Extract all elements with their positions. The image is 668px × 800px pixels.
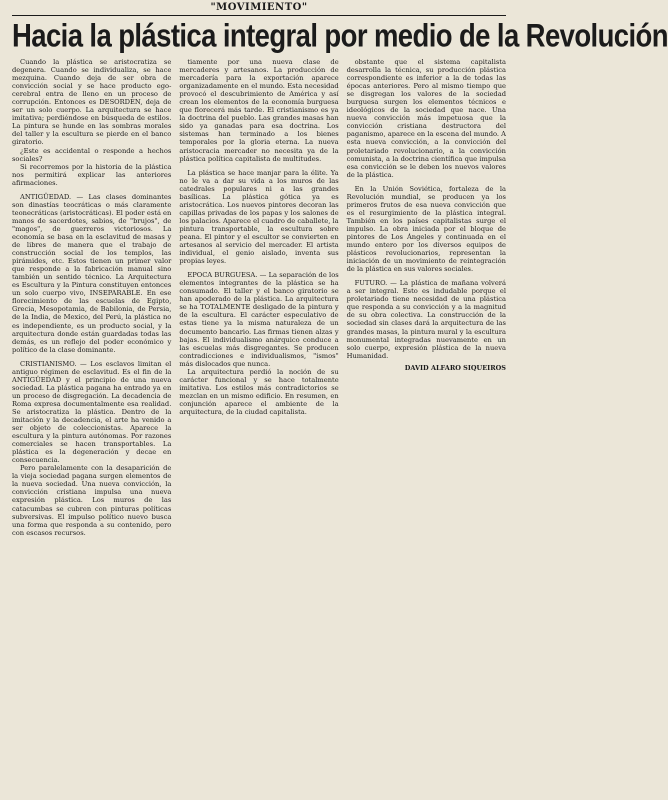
column-3 <box>347 58 506 758</box>
section-masthead: "MOVIMIENTO" <box>210 2 308 13</box>
paragraph: En la Unión Soviética, fortaleza de la Revolución mundial, se producen ya los primeros frutos de esa nueva convicción que es el resurgimiento de la plástica integral. También en los países capitalistas surge el impulso. La obra iniciada por el bloque de pintores de Los Ángeles y continuada en el mundo entero por los diversos equipos de plásticos revolucionarios, representan la iniciación de un movimiento de reintegración de la plástica en sus valores sociales. <box>346 184 506 274</box>
paragraph: tiamente por una nueva clase de mercaderes y artesanos. La producción de mercadería para la exportación aparece organizadamente en el mundo. Esta necesidad provocó el descubrimiento de América y así crean los elementos de la economía burguesa que florecerá más tarde. El cristianismo es ya la doctrina del pueblo. Las grandes masas han sido ya ganadas para esa doctrina. Los sistemas han terminado a los bienes temporales por la gloria eterna. La nueva aristocracia mercader no necesita ya de la plástica política capitalista de multitudes. <box>179 58 339 163</box>
paragraph: Pero paralelamente con la desaparición de la vieja sociedad pagana surgen elementos de la nueva sociedad. Una nueva convicción, la convicción cristiana impulsa una nueva expresión plástica. Los muros de las catacumbas se cubren con pinturas políticas subversivas. El impulso político nuevo busca una forma que responda a su contenido, pero con escasos recursos. <box>12 464 172 537</box>
paragraph: Si recorremos por la historia de la plástica nos permitirá explicar las anteriores afirmaciones. <box>12 162 172 187</box>
paragraph: ¿Este es accidental o responde a hechos sociales? <box>12 146 172 163</box>
author-signature: DAVID ALFARO SIQUEIROS <box>404 363 506 372</box>
paragraph: EPOCA BURGUESA. — La separación de los elementos integrantes de la plástica se ha consumado. El taller y el banco giratorio se han apoderado de la plástica. La arquitectura se ha TOTALMENTE desligado de la pintura y de la escultura. El carácter especulativo de estas tiene ya la misma naturaleza de un documento bancario. Las firmas tienen alzas y bajas. El individualismo anárquico conduce a las escuelas más disgregantes. Se producen contradicciones e individualismos, "ismos" más dislocados que nunca. <box>179 271 339 368</box>
paragraph: Cuando la plástica se aristocratiza se degenera. Cuando se individualiza, se hace mezquina. Cuando deja de ser obra de convicción social y se hace producto ego-cerebral entra de lleno en un proceso de corrupción. Entonces es DESORDEN, deja de ser un solo cuerpo. La arquitectura se hace imitativa; perdiéndose en búsqueda de estilos. La pintura se hunde en las sombras morales del taller y la escultura se pierde en el banco giratorio. <box>12 58 172 147</box>
paragraph: obstante que el sistema capitalista desarrolla la técnica, su producción plástica correspondiente es inferior a la de todas las épocas anteriores. Pero al mismo tiempo que se disgregan los valores de la sociedad burguesa surgen los elementos técnicos e ideológicos de la sociedad que nace. Una nueva convicción más impetuosa que la convicción cristiana destructora del paganismo, aparece en la escena del mundo. A esta nueva convicción, a la convicción del proletariado revolucionario, a la convicción comunista, a la doctrina científica que impulsa esa convicción se le deben los nuevos valores de la plástica. <box>346 58 506 179</box>
paragraph: La plástica se hace manjar para la élite. Ya no le va a dar su vida a los muros de las catedrales populares ni a las grandes basílicas. La plástica gótica ya es aristocrática. Los nuevos pintores decoran las capillas privadas de los papas y los salones de los palacios. Aparece el cuadro de caballete, la pintura transportable, la escultura sobre peana. El pintor y el escultor se convierten en artesanos al servicio del mercader. El artista individual, el genio aislado, inventa sus propias leyes. <box>179 168 339 266</box>
column-1 <box>12 58 171 758</box>
paragraph: La arquitectura perdió la noción de su carácter funcional y se hace totalmente imitativa. Los estilos más contradictorios se mezclan en un mismo edificio. En resumen, en conjunción aparece el ambiente de la arquitectura, de la ciudad capitalista. <box>179 367 339 416</box>
paragraph: CRISTIANISMO. — Los esclavos limitan el antiguo régimen de esclavitud. Es el fin de la ANTIGÜEDAD y el principio de una nueva sociedad. La plástica pagana ha entrado ya en un proceso de disgregación. La decadencia de Roma expresa documentalmente esa realidad. Se aristocratiza la plástica. Dentro de la imitación y la decadencia, el arte ha venido a ser objeto de coleccionistas. Aparece la escultura y la pintura autónomas. Por razones comerciales se hacen transportables. La plástica es la degeneración y decae en consecuencia. <box>12 359 172 465</box>
column-2 <box>179 58 338 758</box>
article-headline: Hacia la plástica integral por medio de la Revolución <box>12 17 668 54</box>
article-body <box>12 58 506 758</box>
paragraph: ANTIGÜEDAD. — Las clases dominantes son dinastías teocráticas o más claramente teonecráticas (aristocráticas). El poder está en manos de sacerdotes, sabios, de "brujos", de "magos", de guerreros victoriosos. La economía se basa en la esclavitud de masas y de libres de manera que el trabajo de construcción social de los templos, las pirámides, etc. Estos tienen un primer valor que responde a la fabricación manual sino también un sentido técnico. La Arquitectura es Escultura y la Pintura constituyen entonces un solo cuerpo vivo, INSEPARABLE. En ese florecimiento de las escuelas de Egipto, Grecia, Mesopotamia, de Babilonia, de Persia, de la India, de Mexico, del Perú, la plástica no es independiente, es un producto social, y la arquitectura donde están guardadas todas las demás, es un reflejo del poder económico y político de la clase dominante. <box>12 192 172 354</box>
paragraph: FUTURO. — La plástica de mañana volverá a ser integral. Esto es indudable porque el proletariado tiene necesidad de una plástica que responda a su convicción y a la magnitud de su obra colectiva. La construcción de la sociedad sin clases dará la arquitectura de las grandes masas, la pintura mural y la escultura monumental integradas nuevamente en un solo cuerpo, expresión plástica de la nueva Humanidad. <box>346 279 506 360</box>
